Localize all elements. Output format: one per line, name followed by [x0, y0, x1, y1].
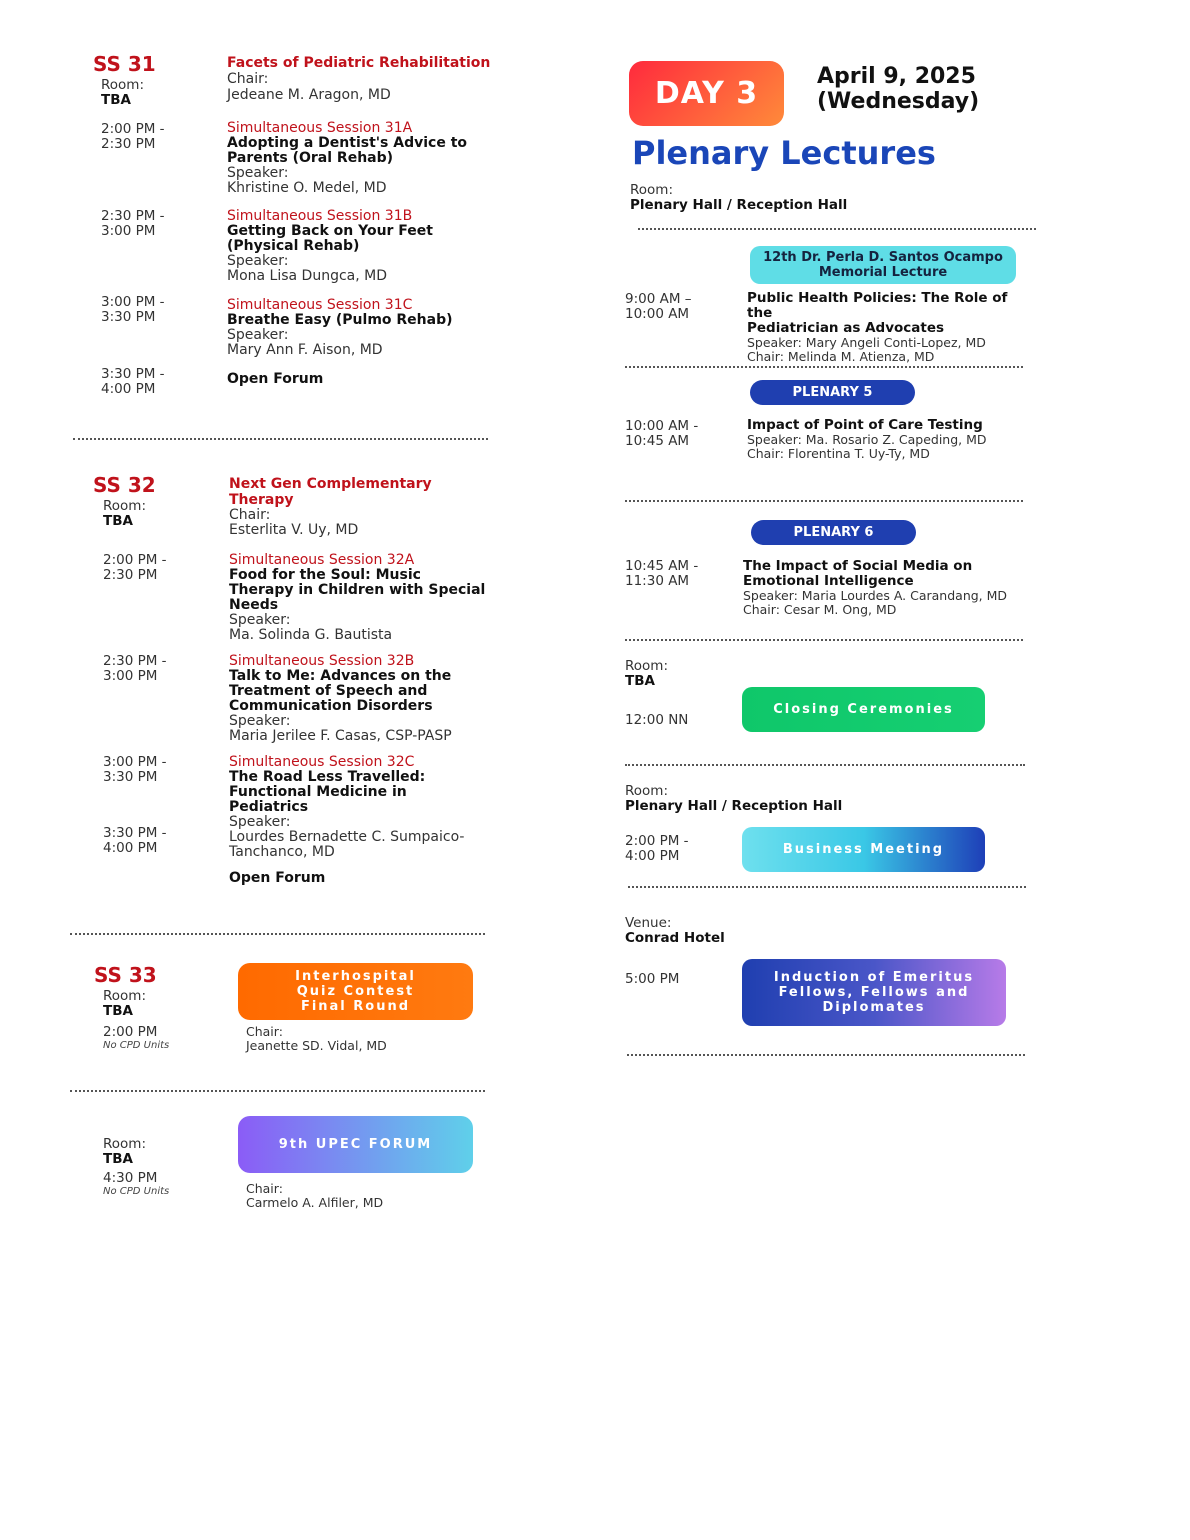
ss31-room-label: Room: [101, 77, 144, 93]
business-room: Room: Plenary Hall / Reception Hall [625, 783, 843, 814]
induction-time: 5:00 PM [625, 971, 680, 987]
closing-room: Room: TBA [625, 658, 668, 689]
ss33-chair: Chair: Jeanette SD. Vidal, MD [246, 1024, 387, 1053]
open-forum: Open Forum [227, 371, 324, 387]
session-time: 2:00 PM - 2:30 PM [101, 121, 165, 152]
business-meeting-banner: Business Meeting [742, 827, 985, 872]
plenary-5-badge: PLENARY 5 [750, 380, 915, 405]
session-31b: Simultaneous Session 31B Getting Back on Your Feet (Physical Rehab) Speaker: Mona Lisa Dungca, MD [227, 208, 433, 284]
divider [70, 933, 485, 935]
ss32-room-label: Room: [103, 498, 146, 514]
divider [625, 639, 1023, 641]
divider [625, 500, 1023, 502]
day3-badge: DAY 3 [629, 61, 784, 126]
memorial-details: Public Health Policies: The Role of the Pediatrician as Advocates Speaker: Mary Angeli Conti-Lopez, MD Chair: Melinda M. Atienza, MD [747, 290, 1008, 364]
session-time: 2:00 PM - 2:30 PM [103, 552, 167, 583]
session-32b: Simultaneous Session 32B Talk to Me: Advances on the Treatment of Speech and Communication Disorders Speaker: Maria Jerilee F. Casas, CSP-PASP [229, 653, 452, 744]
session-32a: Simultaneous Session 32A Food for the Soul: Music Therapy in Children with Special Needs Speaker: Ma. Solinda G. Bautista [229, 552, 486, 643]
ss33-code: SS 33 [94, 963, 157, 987]
memorial-time: 9:00 AM – 10:00 AM [625, 291, 692, 322]
ss32-code: SS 32 [93, 473, 156, 497]
divider [70, 1090, 485, 1092]
ss32-header: Next Gen Complementary Therapy Chair: Esterlita V. Uy, MD [229, 476, 432, 538]
plenary-6-badge: PLENARY 6 [751, 520, 916, 545]
induction-venue: Venue: Conrad Hotel [625, 915, 725, 946]
divider [625, 366, 1023, 368]
divider [628, 886, 1026, 888]
closing-ceremonies-banner: Closing Ceremonies [742, 687, 985, 732]
forum-time: 3:30 PM - 4:00 PM [103, 825, 167, 856]
session-31a: Simultaneous Session 31A Adopting a Dentist's Advice to Parents (Oral Rehab) Speaker: Khristine O. Medel, MD [227, 120, 468, 196]
ss31-chair: Jedeane M. Aragon, MD [227, 87, 391, 103]
ss31-chair-label: Chair: [227, 71, 269, 87]
session-time: 3:00 PM - 3:30 PM [101, 294, 165, 325]
business-time: 2:00 PM - 4:00 PM [625, 833, 689, 864]
plenary6-time: 10:45 AM - 11:30 AM [625, 558, 699, 589]
divider [625, 764, 1025, 766]
memorial-lecture-banner: 12th Dr. Perla D. Santos Ocampo Memorial Lecture [750, 246, 1016, 284]
upec-forum-banner: 9th UPEC FORUM [238, 1116, 473, 1173]
quiz-contest-banner: Interhospital Quiz Contest Final Round [238, 963, 473, 1020]
upec-chair: Chair: Carmelo A. Alfiler, MD [246, 1181, 384, 1210]
induction-banner: Induction of Emeritus Fellows, Fellows and Diplomates [742, 959, 1006, 1026]
day3-date: April 9, 2025 (Wednesday) [817, 64, 980, 114]
plenary6-details: The Impact of Social Media on Emotional Intelligence Speaker: Maria Lourdes A. Carandang, MD Chair: Cesar M. Ong, MD [743, 558, 1008, 617]
ss31-code: SS 31 [93, 52, 156, 76]
session-31c: Simultaneous Session 31C Breathe Easy (Pulmo Rehab) Speaker: Mary Ann F. Aison, MD [227, 297, 453, 358]
session-time: 2:30 PM - 3:00 PM [103, 653, 167, 684]
open-forum: Open Forum [229, 870, 326, 886]
session-time: 3:00 PM - 3:30 PM [103, 754, 167, 785]
ss31-room: TBA [101, 92, 131, 108]
ss33-info: Room: TBA 2:00 PM No CPD Units [103, 988, 170, 1051]
plenary-room: Room: Plenary Hall / Reception Hall [630, 182, 848, 213]
divider [73, 438, 488, 440]
divider [627, 1054, 1025, 1056]
upec-info: Room: TBA 4:30 PM No CPD Units [103, 1136, 170, 1197]
plenary5-time: 10:00 AM - 10:45 AM [625, 418, 699, 449]
ss31-title: Facets of Pediatric Rehabilitation [227, 55, 491, 71]
closing-time: 12:00 NN [625, 712, 689, 728]
session-32c: Simultaneous Session 32C The Road Less Travelled: Functional Medicine in Pediatrics Speaker: Lourdes Bernadette C. Sumpaico- Tanchanco, MD [229, 754, 465, 860]
forum-time: 3:30 PM - 4:00 PM [101, 366, 165, 397]
divider [638, 228, 1036, 230]
session-time: 2:30 PM - 3:00 PM [101, 208, 165, 239]
ss32-room: TBA [103, 513, 133, 529]
plenary-heading: Plenary Lectures [632, 134, 936, 172]
plenary5-details: Impact of Point of Care Testing Speaker: Ma. Rosario Z. Capeding, MD Chair: Florentina T. Uy-Ty, MD [747, 417, 987, 461]
